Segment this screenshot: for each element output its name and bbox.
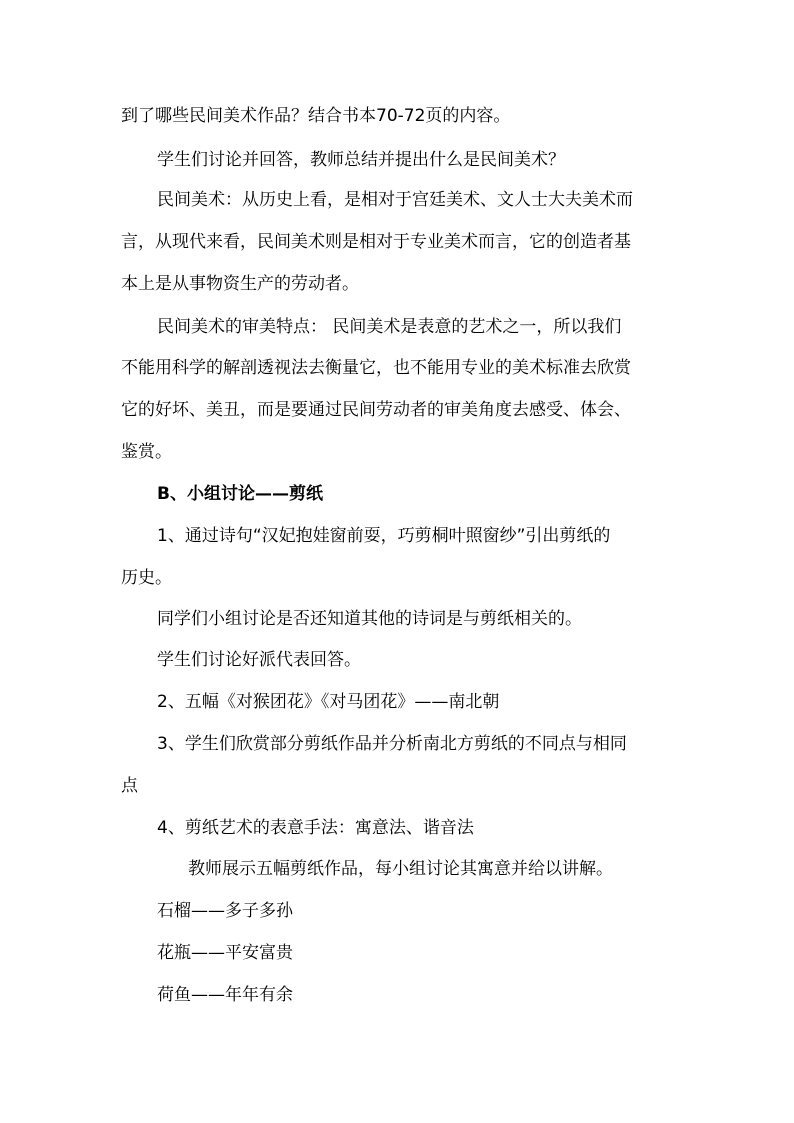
paragraph-line: 它的好坏、美丑，而是要通过民间劳动者的审美角度去感受、体会、 [121, 400, 631, 420]
paragraph-line: 同学们小组讨论是否还知道其他的诗词是与剪纸相关的。 [157, 609, 582, 629]
paragraph-line: 学生们讨论并回答，教师总结并提出什么是民间美术？ [157, 150, 565, 170]
section-heading: B、小组讨论——剪纸 [157, 484, 323, 504]
paragraph-line: 4、剪纸艺术的表意手法：寓意法、谐音法 [157, 818, 474, 838]
paragraph-line: 2、五幅《对猴团花》《对马团花》——南北朝 [157, 692, 500, 712]
paragraph-line: 到了哪些民间美术作品？结合书本70-72页的内容。 [121, 106, 511, 126]
paragraph-line: 民间美术：从历史上看，是相对于宫廷美术、文人士大夫美术而 [157, 190, 633, 210]
paragraph-line: 教师展示五幅剪纸作品，每小组讨论其寓意并给以讲解。 [188, 859, 613, 879]
paragraph-line: 民间美术的审美特点： 民间美术是表意的艺术之一，所以我们 [157, 317, 622, 337]
list-item: 花瓶——平安富贵 [157, 943, 293, 963]
paragraph-line: 学生们讨论好派代表回答。 [157, 650, 361, 670]
paragraph-line: 本上是从事物资生产的劳动者。 [121, 274, 359, 294]
paragraph-line: 历史。 [121, 568, 172, 588]
paragraph-line: 言，从现代来看，民间美术则是相对于专业美术而言，它的创造者基 [121, 232, 631, 252]
list-item: 荷鱼——年年有余 [157, 985, 293, 1005]
paragraph-line: 1、通过诗句“汉妃抱娃窗前耍，巧剪桐叶照窗纱”引出剪纸的 [157, 526, 611, 546]
list-item: 石榴——多子多孙 [157, 901, 293, 921]
paragraph-line: 鉴赏。 [121, 442, 172, 462]
paragraph-line: 3、学生们欣赏部分剪纸作品并分析南北方剪纸的不同点与相同 [157, 734, 627, 754]
paragraph-line: 不能用科学的解剖透视法去衡量它，也不能用专业的美术标准去欣赏 [121, 358, 631, 378]
paragraph-line: 点 [121, 776, 138, 796]
